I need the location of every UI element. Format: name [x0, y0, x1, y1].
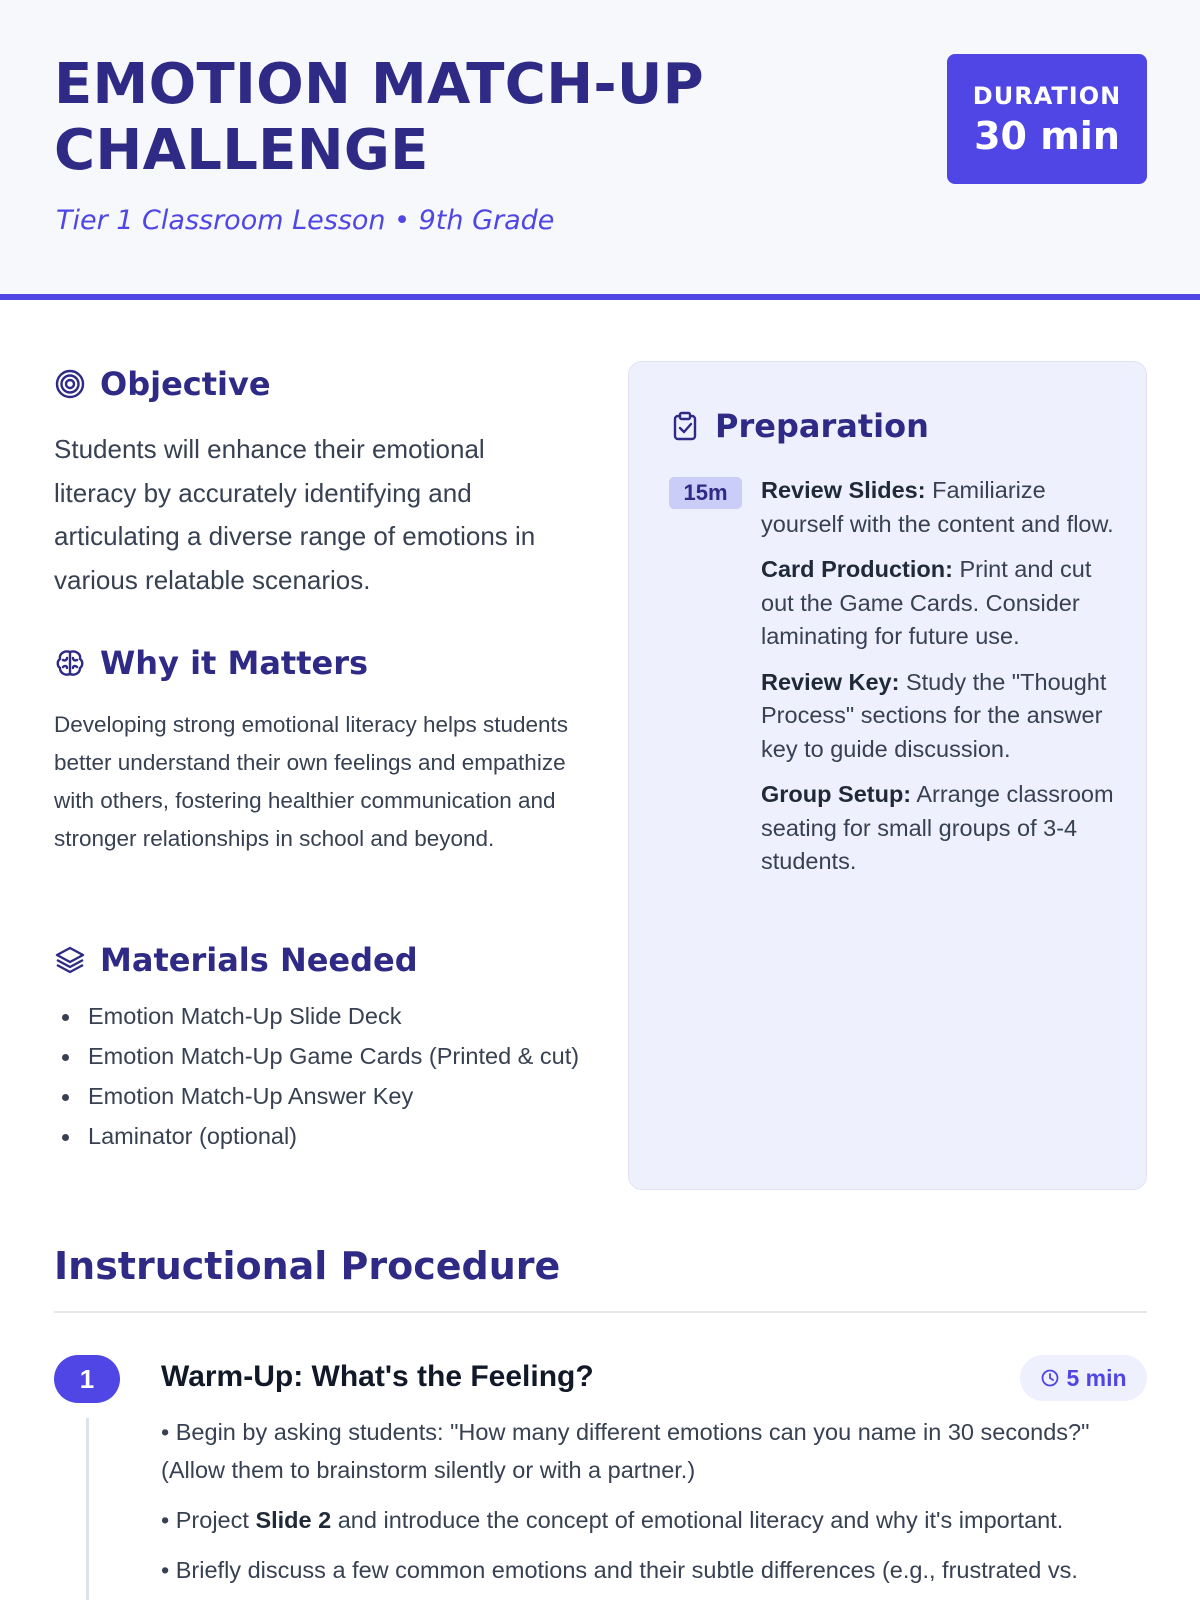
prep-time-tag: 15m	[669, 477, 742, 509]
prep-item-text: Arrange classroom seating for small groups of 3-4 students.	[761, 781, 1114, 874]
objective-title: Objective	[100, 365, 271, 403]
prep-item-label: Review Key:	[761, 668, 900, 695]
duration-label: DURATION	[972, 82, 1122, 110]
lesson-header	[0, 0, 1200, 300]
bullet-text: • Project	[161, 1507, 256, 1533]
list-item: Laminator (optional)	[54, 1120, 594, 1153]
preparation-title: Preparation	[715, 407, 929, 445]
title-line-1: EMOTION MATCH-UP	[54, 52, 705, 117]
materials-list	[54, 1000, 594, 1160]
list-item: Emotion Match-Up Slide Deck	[54, 1000, 594, 1033]
brain-icon	[54, 647, 86, 679]
materials-heading	[54, 941, 418, 979]
duration-badge	[947, 54, 1147, 184]
step-bullet: • Briefly discuss a few common emotions and their subtle differences (e.g., frustrated vs.	[161, 1557, 1078, 1583]
step-time-badge	[1020, 1355, 1147, 1401]
step-bullet-list	[161, 1413, 1151, 1600]
step-bullet	[161, 1501, 1151, 1539]
list-item	[761, 553, 1121, 654]
page-subtitle: Tier 1 Classroom Lesson • 9th Grade	[56, 205, 555, 236]
duration-value: 30 min	[974, 114, 1120, 158]
prep-item-text: Familiarize yourself with the content and flow.	[761, 477, 1114, 537]
objective-heading	[54, 365, 271, 403]
why-text: Developing strong emotional literacy helps students better understand their own feelings and empathize with others, fostering healthier communication and stronger relationships in school and beyond.	[54, 712, 569, 851]
why-heading	[54, 644, 368, 682]
objective-text: Students will enhance their emotional literacy by accurately identifying and articulating a diverse range of emotions in various relatable scenarios.	[54, 434, 536, 595]
step-bullet: • Begin by asking students: "How many different emotions can you name in 30 seconds?" (Allow them to brainstorm silently or with a partner.)	[161, 1419, 1090, 1483]
list-item	[761, 778, 1121, 879]
list-item: Emotion Match-Up Answer Key	[54, 1080, 594, 1113]
why-title: Why it Matters	[100, 644, 369, 682]
list-item	[761, 666, 1121, 767]
preparation-heading	[669, 407, 929, 445]
step-title: Warm-Up: What's the Feeling?	[161, 1360, 594, 1393]
materials-title: Materials Needed	[100, 941, 418, 979]
prep-item-label: Card Production:	[761, 556, 953, 582]
page-title	[54, 52, 814, 184]
step-number-badge: 1	[54, 1355, 120, 1403]
list-item: Emotion Match-Up Game Cards (Printed & cut)	[54, 1040, 594, 1073]
bullet-emphasis: Slide 2	[255, 1507, 332, 1533]
prep-item-text: Print and cut out the Game Cards. Consider laminating for future use.	[761, 556, 1092, 649]
procedure-title: Instructional Procedure	[54, 1244, 561, 1288]
clock-icon	[1040, 1368, 1060, 1388]
prep-item-label: Group Setup:	[761, 781, 912, 807]
bullet-text: and introduce the concept of emotional literacy and why it's important.	[331, 1507, 1064, 1533]
prep-item-label: Review Slides:	[761, 477, 926, 503]
divider	[54, 1311, 1147, 1313]
prep-item-text: Study the "Thought Process" sections for the answer key to guide discussion.	[761, 668, 1107, 762]
preparation-list	[761, 474, 1121, 891]
list-item	[761, 474, 1121, 541]
step-timeline-line	[86, 1418, 89, 1600]
step-time-value: 5 min	[1066, 1364, 1127, 1391]
title-line-2: CHALLENGE	[54, 118, 429, 183]
clipboard-check-icon	[669, 410, 701, 442]
layers-icon	[54, 944, 86, 976]
target-icon	[54, 368, 86, 400]
